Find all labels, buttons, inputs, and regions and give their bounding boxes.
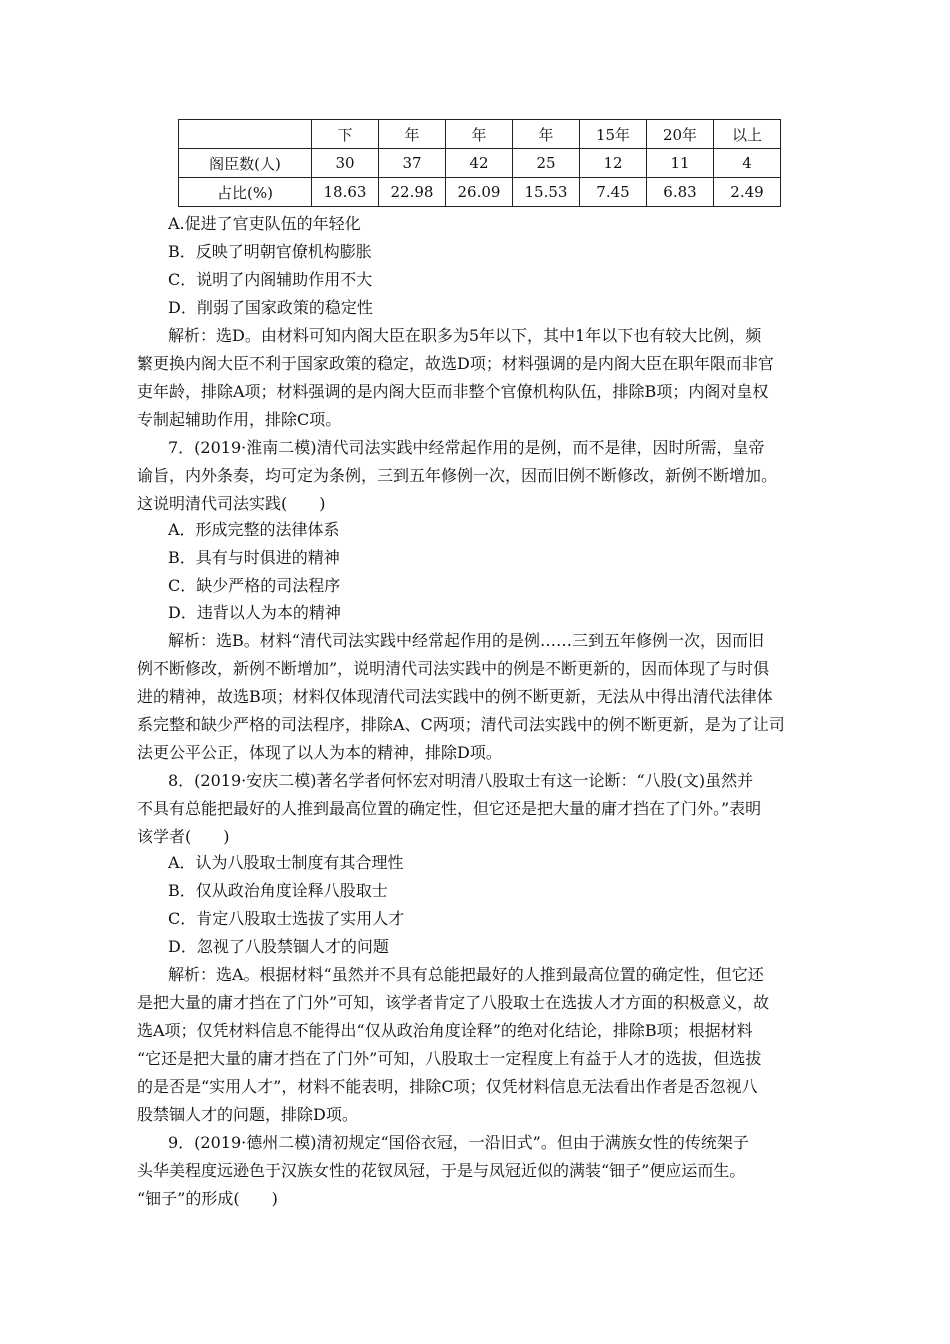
- table-cell: 以上: [714, 120, 781, 149]
- table-cell: 7.45: [580, 178, 647, 207]
- analysis-line: 系完整和缺少严格的司法程序，排除A、C两项；清代司法实践中的例不断更新，是为了让司: [137, 715, 785, 734]
- option-b: B．仅从政治角度诠释八股取士: [168, 881, 388, 900]
- question-8-stem: 该学者( ): [137, 827, 230, 846]
- analysis-line: 股禁锢人才的问题，排除D项。: [137, 1105, 358, 1124]
- table-cell: 年: [446, 120, 513, 149]
- table-cell: 15年: [580, 120, 647, 149]
- analysis-line: 是把大量的庸才挡在了门外”可知，该学者肯定了八股取士在选拔人才方面的积极意义，故: [137, 993, 770, 1012]
- table-row: [179, 178, 781, 207]
- question-7-stem: 谕旨，内外条奏，均可定为条例，三到五年修例一次，因而旧例不断修改，新例不断增加。: [137, 466, 778, 485]
- table-row: [179, 149, 781, 178]
- table-cell: 26.09: [446, 178, 513, 207]
- option-b: B．具有与时俱进的精神: [168, 548, 340, 567]
- table-cell: 6.83: [647, 178, 714, 207]
- analysis-line: 解析：选D。由材料可知内阁大臣在职多为5年以下，其中1年以下也有较大比例，频: [168, 326, 762, 345]
- row-label: 阁臣数(人): [179, 149, 312, 178]
- table-cell: 25: [513, 149, 580, 178]
- table-cell: 12: [580, 149, 647, 178]
- table-cell: [179, 120, 312, 149]
- option-a: A．形成完整的法律体系: [168, 520, 340, 539]
- cabinet-tenure-table: [178, 119, 781, 207]
- table-cell: 30: [312, 149, 379, 178]
- table-cell: 11: [647, 149, 714, 178]
- table-cell: 4: [714, 149, 781, 178]
- option-b: B．反映了明朝官僚机构膨胀: [168, 242, 372, 261]
- analysis-line: 专制起辅助作用，排除C项。: [137, 410, 342, 429]
- table-cell: 18.63: [312, 178, 379, 207]
- option-c: C．说明了内阁辅助作用不大: [168, 270, 373, 289]
- table-cell: 年: [379, 120, 446, 149]
- analysis-line: 例不断修改，新例不断增加”，说明清代司法实践中的例是不断更新的，因而体现了与时俱: [137, 659, 770, 678]
- question-7-stem: 这说明清代司法实践( ): [137, 494, 326, 513]
- question-7-stem: 7．(2019·淮南二模)清代司法实践中经常起作用的是例，而不是律，因时所需，皇帝: [168, 438, 765, 457]
- table-cell: 15.53: [513, 178, 580, 207]
- analysis-line: 选A项；仅凭材料信息不能得出“仅从政治角度诠释”的绝对化结论，排除B项；根据材料: [137, 1021, 753, 1040]
- table-cell: 2.49: [714, 178, 781, 207]
- analysis-line: “它还是把大量的庸才挡在了门外”可知，八股取士一定程度上有益于人才的选拔，但选拔: [137, 1049, 762, 1068]
- analysis-line: 法更公平公正，体现了以人为本的精神，排除D项。: [137, 743, 502, 762]
- question-8-stem: 不具有总能把最好的人推到最高位置的确定性，但它还是把大量的庸才挡在了门外。”表明: [137, 799, 762, 818]
- option-d: D．削弱了国家政策的稳定性: [168, 298, 373, 317]
- analysis-line: 繁更换内阁大臣不利于国家政策的稳定，故选D项；材料强调的是内阁大臣在职年限而非官: [137, 354, 774, 373]
- analysis-line: 的是否是“实用人才”，材料不能表明，排除C项；仅凭材料信息无法看出作者是否忽视八: [137, 1077, 758, 1096]
- question-9-stem: “钿子”的形成( ): [137, 1189, 278, 1208]
- option-d: D．违背以人为本的精神: [168, 603, 341, 622]
- table-cell: 42: [446, 149, 513, 178]
- question-8-stem: 8．(2019·安庆二模)著名学者何怀宏对明清八股取士有这一论断：“八股(文)虽然并: [168, 771, 754, 790]
- option-c: C．缺少严格的司法程序: [168, 576, 341, 595]
- analysis-line: 进的精神，故选B项；材料仅体现清代司法实践中的例不断更新，无法从中得出清代法律体: [137, 687, 773, 706]
- option-d: D．忽视了八股禁锢人才的问题: [168, 937, 389, 956]
- table-cell: 37: [379, 149, 446, 178]
- option-a: A．认为八股取士制度有其合理性: [168, 853, 404, 872]
- question-9-stem: 9．(2019·德州二模)清初规定“国俗衣冠，一沿旧式”。但由于满族女性的传统架子: [168, 1133, 749, 1152]
- question-9-stem: 头华美程度远逊色于汉族女性的花钗凤冠，于是与凤冠近似的满装“钿子”便应运而生。: [137, 1161, 746, 1180]
- analysis-line: 解析：选A。根据材料“虽然并不具有总能把最好的人推到最高位置的确定性，但它还: [168, 965, 764, 984]
- analysis-line: 吏年龄，排除A项；材料强调的是内阁大臣而非整个官僚机构队伍，排除B项；内阁对皇权: [137, 382, 769, 401]
- table-cell: 20年: [647, 120, 714, 149]
- analysis-line: 解析：选B。材料“清代司法实践中经常起作用的是例……三到五年修例一次，因而旧: [168, 631, 764, 650]
- table-cell: 年: [513, 120, 580, 149]
- option-a: A.促进了官吏队伍的年轻化: [168, 214, 361, 233]
- option-c: C．肯定八股取士选拔了实用人才: [168, 909, 405, 928]
- table-cell: 22.98: [379, 178, 446, 207]
- table-header-row: [179, 120, 781, 149]
- row-label: 占比(%): [179, 178, 312, 207]
- table-cell: 下: [312, 120, 379, 149]
